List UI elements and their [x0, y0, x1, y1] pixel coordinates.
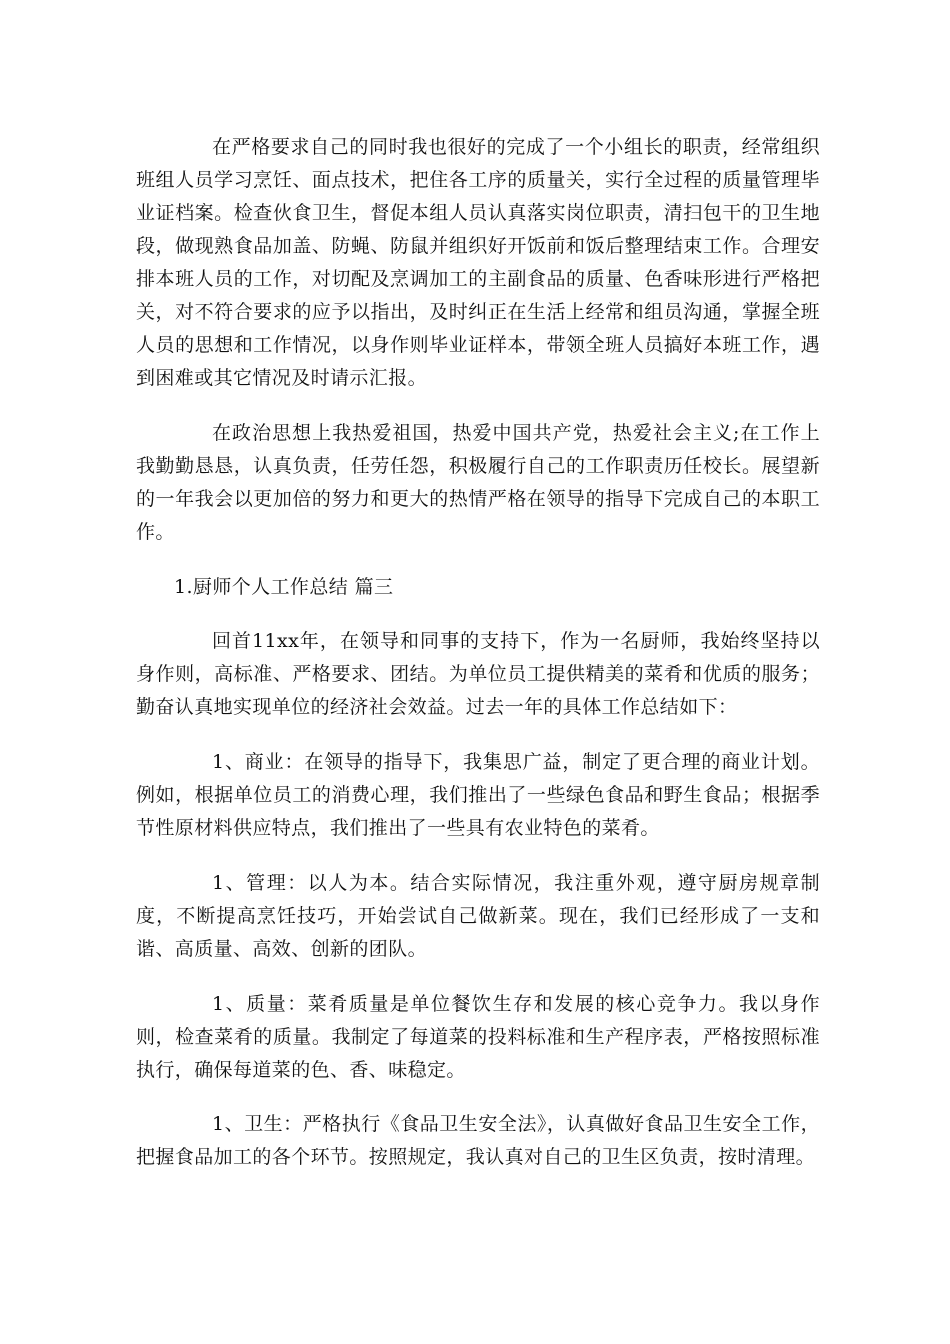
paragraph-political-thought: 在政治思想上我热爱祖国，热爱中国共产党，热爱社会主义;在工作上我勤勤恳恳，认真负责，任劳任怨，积极履行自己的工作职责历任校长。展望新的一年我会以更加倍的努力和更大的热情严格在领导的指导下完成自己的本职工作。 [136, 422, 820, 543]
paragraph-business: 1、商业：在领导的指导下，我集思广益，制定了更合理的商业计划。例如，根据单位员工的消费心理，我们推出了一些绿色食品和野生食品；根据季节性原材料供应特点，我们推出了一些具有农业特色的菜肴。 [136, 751, 820, 839]
paragraph-review-intro: 回首11xx年，在领导和同事的支持下，作为一名厨师，我始终坚持以身作则，高标准、严格要求、团结。为单位员工提供精美的菜肴和优质的服务；勤奋认真地实现单位的经济社会效益。过去一年的具体工作总结如下： [136, 630, 820, 718]
section-heading: 1.厨师个人工作总结 篇三 [174, 576, 394, 598]
paragraph-team-leader-duties: 在严格要求自己的同时我也很好的完成了一个小组长的职责，经常组织班组人员学习烹饪、面点技术，把住各工序的质量关，实行全过程的质量管理毕业证档案。检查伙食卫生，督促本组人员认真落实岗位职责，清扫包干的卫生地段，做现熟食品加盖、防蝇、防鼠并组织好开饭前和饭后整理结束工作。合理安排本班人员的工作，对切配及烹调加工的主副食品的质量、色香味形进行严格把关，对不符合要求的应予以指出，及时纠正在生活上经常和组员沟通，掌握全班人员的思想和工作情况，以身作则毕业证样本，带领全班人员搞好本班工作，遇到困难或其它情况及时请示汇报。 [136, 136, 820, 389]
paragraph-hygiene: 1、卫生：严格执行《食品卫生安全法》，认真做好食品卫生安全工作，把握食品加工的各个环节。按照规定，我认真对自己的卫生区负责，按时清理。 [136, 1113, 820, 1168]
paragraph-quality: 1、质量：菜肴质量是单位餐饮生存和发展的核心竞争力。我以身作则，检查菜肴的质量。我制定了每道菜的投料标准和生产程序表，严格按照标准执行，确保每道菜的色、香、味稳定。 [136, 993, 820, 1081]
paragraph-management: 1、管理：以人为本。结合实际情况，我注重外观，遵守厨房规章制度，不断提高烹饪技巧，开始尝试自己做新菜。现在，我们已经形成了一支和谐、高质量、高效、创新的团队。 [136, 872, 820, 960]
